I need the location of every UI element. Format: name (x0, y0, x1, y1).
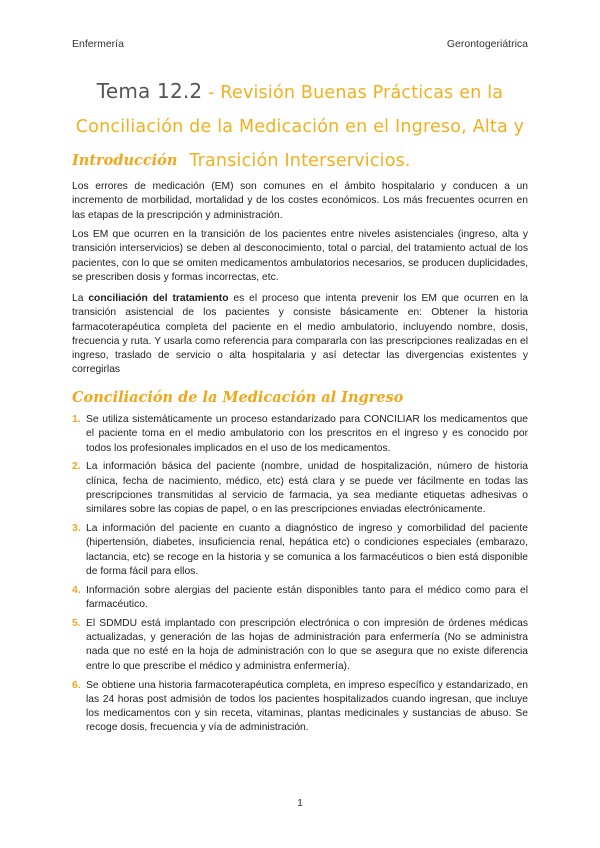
header-course: Gerontogeriátrica (446, 38, 528, 50)
list-item (72, 617, 528, 674)
list-item-number: 3. (72, 523, 81, 535)
p3-rest: es el proceso que intenta prevenir los EM que ocurren en la transición asistencial de los pacientes y consiste básicamente en: Obtener la historia farmacoterapéutica completa del paciente en el medio ambulatorio, incluyendo nombre, dosis, frecuencia y ruta. Y usarla como referencia para compararla con las prescripciones realizadas en el ingreso, traslado de servicio o alta hospitalaria y así detectar las divergencias existentes y corregirlas (72, 293, 528, 376)
list-item-number: 2. (72, 461, 81, 473)
list-item-number: 1. (72, 414, 81, 425)
title-prefix: Tema 12.2 (96, 79, 203, 103)
intro-paragraph-2: Los EM que ocurren en la transición de los pacientes entre niveles asistenciales (ingreso, alta y transición interservicios) se deben al desconocimiento, total o parcial, del tratamiento actual de los pacientes, con lo que se omiten medicamentos ambulatorios necesarios, se producen duplicidades, se prescriben dosis y formas incorrectas, etc. (72, 229, 528, 283)
page-number: 1 (297, 797, 303, 809)
list-item (72, 522, 528, 579)
list-item-number: 5. (72, 617, 81, 629)
list-item (72, 679, 528, 736)
list-item-text: Se obtiene una historia farmacoterapéutica completa, en impreso específico y estandarizado, en las 24 horas post admisión de todos los pacientes hospitalizados cuando ingresan, que incluye los medicamentos con y sin receta, vitaminas, plantas medicinales y sustancias de abuso. Se recoge dosis, frecuencia y vía de administración. (86, 679, 528, 734)
list-item-number: 4. (72, 584, 81, 596)
intro-paragraph-1: Los errores de medicación (EM) son comunes en el ámbito hospitalario y conducen a un incremento de morbilidad, mortalidad y de los costes económicos. Los más frecuentes ocurren en las etapas de la prescripción y administración. (72, 181, 528, 221)
title-text: - Revisión Buenas Prácticas en la Conciliación de la Medicación en el Ingreso, Alta y Transición Interservicios. (75, 83, 525, 171)
list-item-text: Información sobre alergias del paciente están disponibles tanto para el médico como para el farmacéutico. (86, 584, 528, 611)
ingreso-heading: Conciliación de la Medicación al Ingreso (72, 389, 404, 406)
list-item-text: El SDMDU está implantado con prescripción electrónica o con impresión de órdenes médicas actualizadas, y generación de las hojas de administración para enfermería (No se administra nada que no esté en la hoja de administración con lo que se asegura que no existe diferencia entre lo que prescribe el médico y administra enfermería). (86, 617, 528, 672)
list-item (72, 460, 528, 517)
list-item-text: La información del paciente en cuanto a diagnóstico de ingreso y comorbilidad del paciente (hipertensión, diabetes, insuficiencia renal, hepática etc) o condiciones especiales (embarazo, lactancia, etc) se recoge en la historia y se comunica a los farmacéuticos o bien está disponible de forma fácil para ellos. (86, 523, 528, 577)
p3-bold-term: conciliación del tratamiento (88, 293, 229, 304)
ingreso-list (72, 413, 528, 740)
intro-heading: Introducción (72, 152, 178, 169)
intro-paragraph-3 (72, 292, 528, 378)
header-subject: Enfermería (72, 38, 124, 50)
list-item-text: Se utiliza sistemáticamente un proceso estandarizado para CONCILIAR los medicamentos que el paciente toma en el medio ambulatorio con los prescritos en el ingreso y es conocido por todos los profesionales implicados en el uso de los medicamentos. (86, 414, 528, 454)
list-item-number: 6. (72, 679, 81, 691)
p3-start: La (72, 293, 89, 304)
list-item (72, 413, 528, 456)
list-item-text: La información básica del paciente (nombre, unidad de hospitalización, número de historia clínica, fecha de nacimiento, médico, etc) está clara y se puede ver fácilmente en todas las prescripciones transmitidas al servicio de farmacia, ya sea mediante etiquetas adhesivas o similares sobre las copias de papel, o en las prescripciones enviadas electrónicamente. (86, 461, 528, 516)
list-item (72, 584, 528, 613)
